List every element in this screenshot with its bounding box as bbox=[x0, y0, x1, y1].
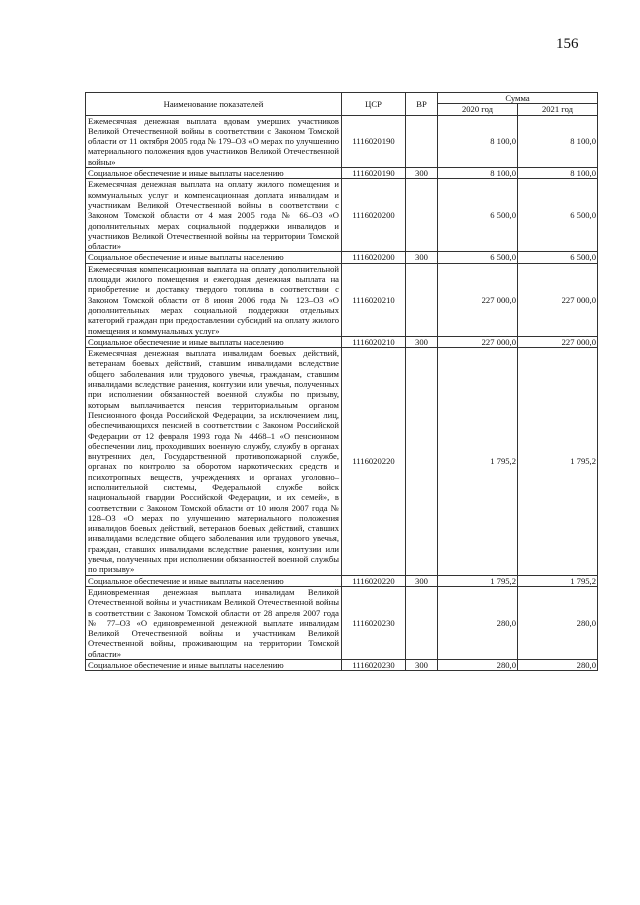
row-vr bbox=[406, 348, 438, 576]
row-amount-2020: 227 000,0 bbox=[438, 336, 518, 347]
row-vr bbox=[406, 586, 438, 659]
row-csr: 1116020200 bbox=[342, 179, 406, 252]
header-year-2020: 2020 год bbox=[438, 104, 518, 115]
row-vr bbox=[406, 179, 438, 252]
row-vr: 300 bbox=[406, 575, 438, 586]
header-name: Наименование показателей bbox=[86, 93, 342, 116]
row-name: Единовременная денежная выплата инвалидам Великой Отечественной войны и участникам Великой Отечественной войны в соответствии с Законом Томской области от 28 апреля 2007 года № 77–ОЗ «О единовременной денежной выплате инвалидам Великой Отечественной войны и участникам Великой Отечественной войны, проживающим на территории Томской области» bbox=[86, 586, 342, 659]
page-number: 156 bbox=[556, 36, 579, 52]
row-amount-2020: 6 500,0 bbox=[438, 252, 518, 263]
row-csr: 1116020200 bbox=[342, 252, 406, 263]
row-amount-2020: 227 000,0 bbox=[438, 263, 518, 336]
row-amount-2021: 6 500,0 bbox=[518, 252, 598, 263]
row-csr: 1116020220 bbox=[342, 575, 406, 586]
row-csr: 1116020220 bbox=[342, 348, 406, 576]
row-csr: 1116020210 bbox=[342, 263, 406, 336]
row-amount-2021: 280,0 bbox=[518, 586, 598, 659]
table-row bbox=[86, 115, 598, 167]
row-vr bbox=[406, 263, 438, 336]
row-amount-2021: 8 100,0 bbox=[518, 168, 598, 179]
row-vr: 300 bbox=[406, 252, 438, 263]
table-row bbox=[86, 660, 598, 671]
table-row bbox=[86, 336, 598, 347]
row-amount-2021: 8 100,0 bbox=[518, 115, 598, 167]
row-amount-2021: 227 000,0 bbox=[518, 263, 598, 336]
budget-table bbox=[85, 92, 598, 671]
row-name: Социальное обеспечение и иные выплаты населению bbox=[86, 252, 342, 263]
row-amount-2020: 6 500,0 bbox=[438, 179, 518, 252]
row-csr: 1116020230 bbox=[342, 660, 406, 671]
row-csr: 1116020210 bbox=[342, 336, 406, 347]
row-vr: 300 bbox=[406, 660, 438, 671]
row-vr: 300 bbox=[406, 336, 438, 347]
table-row bbox=[86, 252, 598, 263]
row-amount-2020: 8 100,0 bbox=[438, 168, 518, 179]
row-amount-2021: 280,0 bbox=[518, 660, 598, 671]
header-csr: ЦСР bbox=[342, 93, 406, 116]
row-amount-2021: 1 795,2 bbox=[518, 348, 598, 576]
row-name: Ежемесячная денежная выплата вдовам умерших участников Великой Отечественной войны в соответствии с Законом Томской области от 11 октября 2005 года № 179–ОЗ «О мерах по улучшению материального положения вдов участников Великой Отечественной войны» bbox=[86, 115, 342, 167]
row-amount-2020: 1 795,2 bbox=[438, 575, 518, 586]
row-vr bbox=[406, 115, 438, 167]
row-name: Ежемесячная денежная выплата инвалидам боевых действий, ветеранам боевых действий, ставшим инвалидами вследствие общего заболевания или трудового увечья, гражданам, ставшим инвалидами вследствие ранения, контузии или увечья, полученных при исполнении обязанностей военной службы по призыву, которым выплачивается пенсия территориальным органом Пенсионного фонда Российской Федерации, за исключением лиц, обеспечивающихся пенсией в соответствии с Законом Российской Федерации от 12 февраля 1993 года № 4468–1 «О пенсионном обеспечении лиц, проходивших военную службу, службу в органах внутренних дел, Государственной противопожарной службе, органах по контролю за оборотом наркотических средств и психотропных веществ, учреждениях и органах уголовно–исполнительной системы, Федеральной службе войск национальной гвардии Российской Федерации, и их семей», в соответствии с Законом Томской области от 10 июля 2007 года № 128–ОЗ «О мерах по улучшению материального положения инвалидов боевых действий, ветеранов боевых действий, ставших инвалидами вследствие общего заболевания или трудового увечья, граждан, ставших инвалидами вследствие ранения, контузии или увечья, полученных при исполнении обязанностей военной службы по призыву» bbox=[86, 348, 342, 576]
row-amount-2020: 280,0 bbox=[438, 660, 518, 671]
row-name: Ежемесячная компенсационная выплата на оплату дополнительной площади жилого помещения и ежегодная денежная выплата на приобретение и доставку твердого топлива в соответствии с Законом Томской области от 8 июня 2006 года № 123–ОЗ «О дополнительных мерах социальной поддержки отдельных категорий граждан при предоставлении субсидий на оплату жилого помещения и коммунальных услуг» bbox=[86, 263, 342, 336]
row-name: Социальное обеспечение и иные выплаты населению bbox=[86, 575, 342, 586]
row-amount-2021: 227 000,0 bbox=[518, 336, 598, 347]
row-name: Социальное обеспечение и иные выплаты населению bbox=[86, 660, 342, 671]
row-csr: 1116020190 bbox=[342, 115, 406, 167]
header-year-2021: 2021 год bbox=[518, 104, 598, 115]
row-name: Ежемесячная денежная выплата на оплату жилого помещения и коммунальных услуг и компенсационная доплата инвалидам и участникам Великой Отечественной войны в соответствии с Законом Томской области от 4 мая 2005 года № 66–ОЗ «О дополнительных мерах социальной поддержки инвалидов и участников Великой Отечественной войны на территории Томской области» bbox=[86, 179, 342, 252]
header-sum: Сумма bbox=[438, 93, 598, 104]
row-amount-2020: 280,0 bbox=[438, 586, 518, 659]
row-amount-2020: 1 795,2 bbox=[438, 348, 518, 576]
table-row bbox=[86, 586, 598, 659]
table-row bbox=[86, 348, 598, 576]
row-csr: 1116020230 bbox=[342, 586, 406, 659]
row-name: Социальное обеспечение и иные выплаты населению bbox=[86, 336, 342, 347]
row-vr: 300 bbox=[406, 168, 438, 179]
table-row bbox=[86, 179, 598, 252]
table-row bbox=[86, 263, 598, 336]
table-row bbox=[86, 575, 598, 586]
row-csr: 1116020190 bbox=[342, 168, 406, 179]
row-amount-2020: 8 100,0 bbox=[438, 115, 518, 167]
row-amount-2021: 1 795,2 bbox=[518, 575, 598, 586]
header-vr: ВР bbox=[406, 93, 438, 116]
row-name: Социальное обеспечение и иные выплаты населению bbox=[86, 168, 342, 179]
row-amount-2021: 6 500,0 bbox=[518, 179, 598, 252]
table-row bbox=[86, 168, 598, 179]
